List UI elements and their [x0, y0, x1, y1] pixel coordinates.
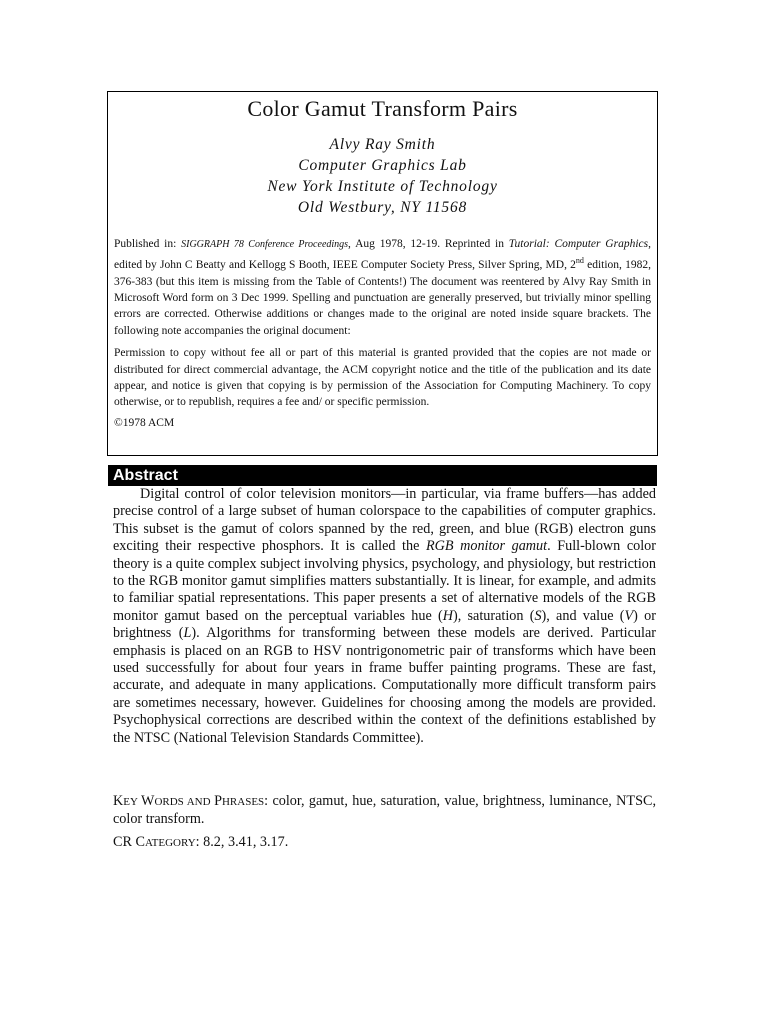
pub-after-venue: , Aug 1978, 12-19. Reprinted in [348, 238, 509, 250]
kw-ey: EY [123, 796, 142, 808]
var-hue: H [442, 607, 453, 624]
affiliation-lab: Computer Graphics Lab [298, 157, 467, 174]
pub-after-reprint: , edited by John C Beatty and Kellogg S Booth, IEEE Computer Society Press, Silver Spring, MD, 2 [114, 238, 651, 272]
abstract-term: RGB monitor gamut [425, 538, 548, 555]
abstract-text-4: ), and value ( [541, 607, 625, 624]
abstract-text-6: ). Algorithms for transforming between these models are derived. Particular emphasis is placed on an RGB to HSV nontrigonometric pair of transforms which have been used successfully for about four years in frame buffer painting programs. These are fast, accurate, and adequate in many applications. Computationally more difficult transform pairs are sometimes necessary, however. Guidelines for choosing among the models are provided. Psychophysical corrections are described within the context of the definitions established by the NTSC (National Television Standards Committee). [113, 625, 656, 746]
abstract-heading-bar [108, 465, 657, 486]
cr-category-text: : 8.2, 3.41, 3.17. [195, 834, 289, 850]
var-value: V [624, 607, 634, 624]
pub-remainder: edition, 1982, 376-383 (but this item is missing from the Table of Contents!) The document was reentered by Alvy Ray Smith in Microsoft Word form on 3 Dec 1999. Spelling and punctuation are generally preserved, but trivially minor spelling errors are corrected. Otherwise additions or changes made to the original are noted inside square brackets. The following note accompanies the original document: [114, 259, 651, 337]
author-block [114, 134, 651, 218]
cr-label-start: CR C [113, 834, 145, 850]
abstract-text-1: Digital control of color television monitors—in particular, via frame buffers—has added precise control of a large subset of human colorspace to the capabilities of computer graphics. This subset is the gamut of colors spanned by the red, green, and blue (RGB) electron guns exciting their respective phosphors. It is called the [113, 486, 656, 555]
abstract-text-5: ) or brightness ( [113, 607, 656, 642]
author-address: Old Westbury, NY 11568 [297, 199, 468, 216]
abstract-body [113, 486, 656, 747]
pub-prefix: Published in: [114, 238, 182, 250]
abstract-text-3: ), saturation ( [452, 607, 535, 624]
copyright-line: ©1978 ACM [114, 416, 175, 429]
paper-header-box [107, 91, 658, 456]
pub-reprint-title: Tutorial: Computer Graphics [508, 238, 649, 250]
affiliation-institute: New York Institute of Technology [267, 178, 498, 195]
permission-note: Permission to copy without fee all or part of this material is granted provided that the copies are not made or distributed for direct commercial advantage, the ACM copyright notice and the title of the publication and its date appear, and notice is given that copying is by permission of the Association for Computing Machinery. To copy otherwise, or to republish, requires a fee and/ or specific permission. [114, 347, 651, 409]
abstract-heading: Abstract [113, 467, 178, 484]
pub-edition-sup: nd [575, 256, 584, 266]
kw-k: K [113, 793, 124, 809]
paper-title: Color Gamut Transform Pairs [247, 96, 518, 121]
author-name: Alvy Ray Smith [329, 136, 436, 153]
kw-hrases: HRASES [221, 796, 265, 808]
publication-note [114, 236, 651, 339]
keywords-text: : color, gamut, hue, saturation, value, brightness, luminance, NTSC, color transform. [113, 793, 656, 828]
kw-ords: ORDS AND [154, 796, 215, 808]
pub-venue: SIGGRAPH 78 Conference Proceedings [181, 239, 349, 250]
cr-label-rest: ATEGORY [144, 837, 196, 849]
kw-w: W [141, 793, 155, 809]
abstract-paragraph [113, 486, 656, 747]
var-saturation: S [534, 607, 542, 624]
var-brightness: L [183, 625, 192, 642]
kw-p: P [214, 793, 222, 809]
cr-category-line [113, 834, 656, 852]
abstract-text-2: . Full-blown color theory is a quite complex subject involving physics, psychology, and physiology, but restriction to the RGB monitor gamut simplifies matters substantially. It is linear, for example, and admits to familiar spatial representations. This paper presents a set of alternative models of the RGB monitor gamut based on the perceptual variables hue ( [113, 538, 656, 624]
keywords-line [113, 793, 656, 829]
